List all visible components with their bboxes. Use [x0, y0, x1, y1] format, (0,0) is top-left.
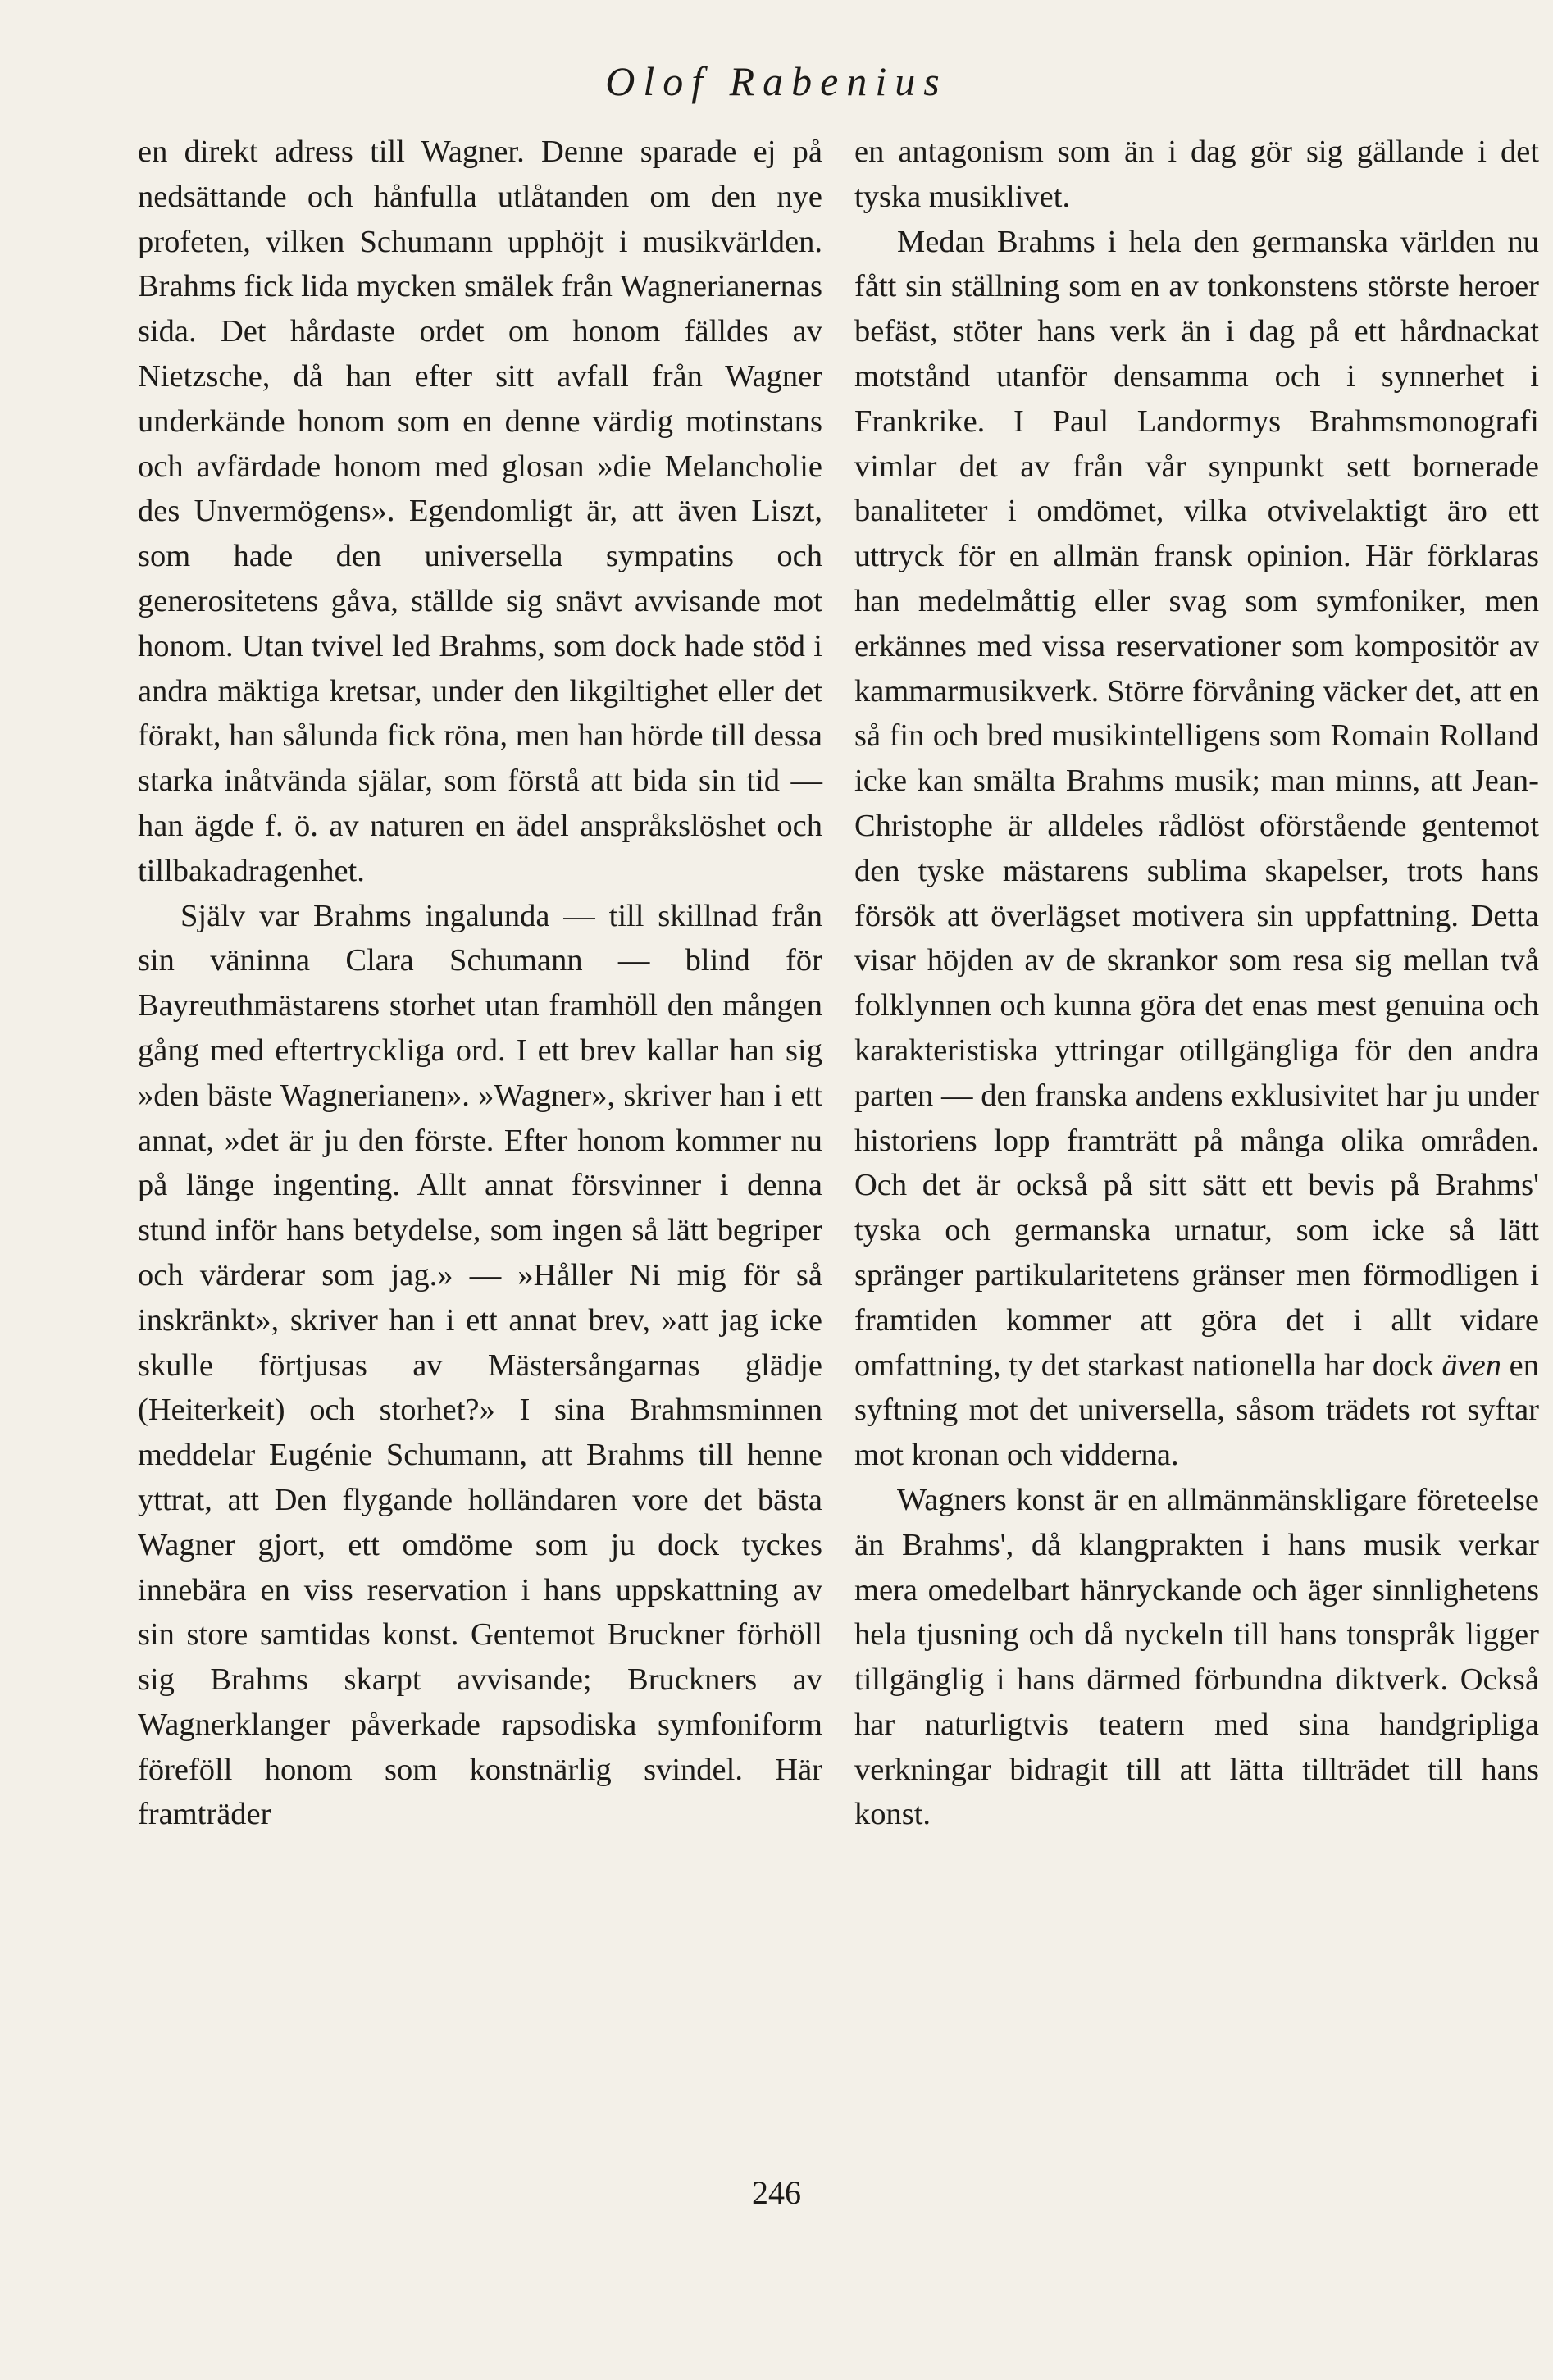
- left-column: [138, 130, 822, 1837]
- paragraph: [854, 220, 1539, 1478]
- right-column: [854, 130, 1539, 1837]
- emphasized-word: även: [1441, 1347, 1502, 1383]
- running-header: Olof Rabenius: [605, 58, 948, 104]
- paragraph: en antagonism som än i dag gör sig gällande i det tyska musiklivet.: [854, 135, 1539, 214]
- paragraph-text: Medan Brahms i hela den germanska världen nu fått sin ställning som en av tonkonstens störste heroer befäst, stöter hans verk än i dag på ett hårdnackat motstånd utanför densamma och i synnerhet i Frankrike. I Paul Landormys Brahmsmonografi vimlar det av från vår synpunkt sett bornerade banaliteter i omdömet, vilka otvivelaktigt äro ett uttryck för en allmän fransk opinion. Här förklaras han medelmåttig eller svag som symfoniker, men erkännes med vissa reservationer som kompositör av kammarmusikverk. Större förvåning väcker det, att en så fin och bred musikintelligens som Romain Rolland icke kan smälta Brahms musik; man minns, att Jean-Christophe är alldeles rådlöst oförstående gentemot den tyske mästarens sublima skapelser, trots hans försök att överlägset motivera sin uppfattning. Detta visar höjden av de skrankor som resa sig mellan två folklynnen och kunna göra det enas mest genuina och karakteristiska yttringar otillgängliga för den andra parten — den franska andens exklusivitet har ju under historiens lopp framträtt på många olika områden. Och det är också på sitt sätt ett bevis på Brahms' tyska och germanska urnatur, som icke så lätt spränger partikularitetens gränser men förmodligen i framtiden kommer att göra det i allt vidare omfattning, ty det starkast nationella har dock: [854, 224, 1539, 1383]
- paragraph: Wagners konst är en allmänmänskligare företeelse än Brahms', då klangprakten i hans musik verkar mera omedelbart hänryckande och äger sinnlighetens hela tjusning och då nyckeln till hans tonspråk ligger tillgänglig i hans därmed förbundna diktverk. Också har naturligtvis teatern med sina handgripliga verkningar bidragit till att lätta tillträdet till hans konst.: [854, 1482, 1539, 1832]
- paragraph: en direkt adress till Wagner. Denne sparade ej på nedsättande och hånfulla utlåtanden om den nye profeten, vilken Schumann upphöjt i musikvärlden. Brahms fick lida mycken smälek från Wagnerianernas sida. Det hårdaste ordet om honom fälldes av Nietzsche, då han efter sitt avfall från Wagner underkände honom som en denne värdig motinstans och avfärdade honom med glosan »die Melancholie des Unvermögens». Egendomligt är, att även Liszt, som hade den universella sympatins och generositetens gåva, ställde sig snävt avvisande mot honom. Utan tvivel led Brahms, som dock hade stöd i andra mäktiga kretsar, under den likgiltighet eller det förakt, han sålunda fick röna, men han hörde till dessa starka inåtvända själar, som förstå att bida sin tid — han ägde f. ö. av naturen en ädel anspråkslöshet och tillbakadragenhet.: [138, 135, 822, 888]
- page-number: 246: [752, 2174, 801, 2211]
- paragraph: Själv var Brahms ingalunda — till skillnad från sin väninna Clara Schumann — blind för Bayreuthmästarens storhet utan framhöll den mången gång med eftertryckliga ord. I ett brev kallar han sig »den bäste Wagnerianen». »Wagner», skriver han i ett annat, »det är ju den förste. Efter honom kommer nu på länge ingenting. Allt annat försvinner i denna stund inför hans betydelse, som ingen så lätt begriper och värderar som jag.» — »Håller Ni mig för så inskränkt», skriver han i ett annat brev, »att jag icke skulle förtjusas av Mästersångarnas glädje (Heiterkeit) och storhet?» I sina Brahmsminnen meddelar Eugénie Schumann, att Brahms till henne yttrat, att Den flygande holländaren vore det bästa Wagner gjort, ett omdöme som ju dock tyckes innebära en viss reservation i hans uppskattning av sin store samtidas konst. Gentemot Bruckner förhöll sig Brahms skarpt avvisande; Bruckners av Wagnerklanger påverkade rapsodiska symfoniform föreföll honom som konstnärlig svindel. Här framträder: [138, 898, 822, 1832]
- paragraph-text-tail: en syftning mot det universella, såsom trädets rot syftar mot kronan och vidderna.: [854, 1347, 1539, 1473]
